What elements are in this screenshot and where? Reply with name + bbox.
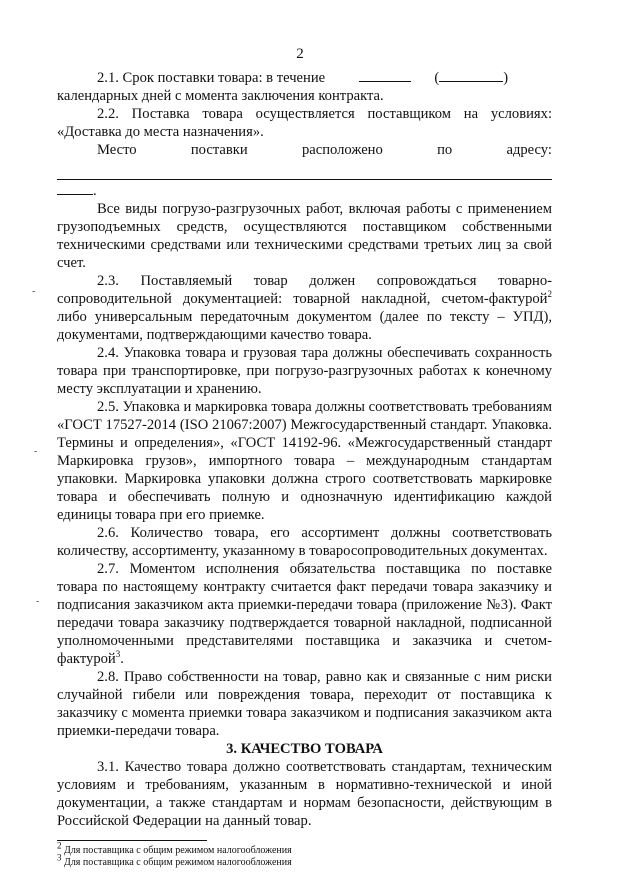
clause-2-3-text-b: либо универсальным передаточным документом (далее по тексту – УПД), документами, подтверждающими качество товара.	[57, 309, 552, 343]
paren-open: (	[434, 70, 440, 86]
place-word-5: адресу:	[506, 142, 552, 158]
clause-2-8: 2.8. Право собственности на товар, равно как и связанные с ним риски случайной гибели или повреждения товара, переходит от поставщика к заказчику с момента приемки товара заказчиком и подписания заказчиком акта приемки-передачи товара.	[57, 669, 552, 739]
footnote-2-number: 2	[57, 840, 62, 851]
clause-2-5: 2.5. Упаковка и маркировка товара должны соответствовать требованиям «ГОСТ 17527-2014 (ISO 21067:2007) Межгосударственный стандарт. Упаковка. Термины и определения», «ГОСТ 14192-96. «Межгосударственный стандарт Маркировка грузов», импортного товара – международным стандартам упаковки. Маркировка упаковки должна строго соответствовать маркировке товара и обеспечивать полную и однозначную идентификацию каждой единицы товара при его приемке.	[57, 399, 552, 523]
address-period: .	[93, 183, 97, 199]
footnote-3-number: 3	[57, 852, 62, 863]
place-word-4: по	[437, 142, 453, 158]
footnote-ref-3: 3	[115, 649, 121, 660]
address-blank-short	[57, 182, 552, 200]
margin-mark: -	[36, 596, 40, 607]
document-body	[57, 69, 552, 830]
margin-mark: -	[32, 286, 36, 297]
clause-3-1: 3.1. Качество товара должно соответствовать стандартам, техническим условиям и требованиям, указанным в нормативно-технической и иной документации, а также стандартам и нормам безопасности, действующим в Российской Федерации на данный товар.	[57, 759, 552, 829]
place-word-3: расположено	[301, 142, 383, 158]
clause-2-7-text-a: 2.7. Моментом исполнения обязательства поставщика по поставке товара по настоящему контракту считается факт передачи товара заказчику и подписания заказчиком акта приемки-передачи товара (приложение №3). Факт передачи товара заказчику подтверждается товарной накладной, подписанной уполномоченными представителями поставщика и заказчика и счетом-фактурой	[57, 561, 552, 667]
days-number-blank	[359, 69, 411, 82]
footnote-3-text: Для поставщика с общим режимом налогообложения	[61, 857, 292, 868]
clause-2-3	[57, 272, 552, 344]
clause-2-4: 2.4. Упаковка товара и грузовая тара должны обеспечивать сохранность товара при транспортировке, при погрузо-разгрузочных работах к конечному месту эксплуатации и хранению.	[57, 345, 552, 397]
address-blank-line	[57, 163, 552, 180]
footnote-2-text: Для поставщика с общим режимом налогообложения	[61, 845, 292, 856]
loading-works-paragraph: Все виды погрузо-разгрузочных работ, включая работы с применением грузоподъемных средств, осуществляются поставщиком собственными техническими средствами или техническими средствами третьих лиц за свой счет.	[57, 201, 552, 271]
clause-2-7	[57, 560, 552, 668]
margin-mark: -	[34, 446, 38, 457]
page-number: 2	[296, 46, 304, 62]
footnote-3	[57, 852, 292, 868]
clause-2-1	[57, 69, 552, 105]
footnote-ref-2: 2	[547, 289, 552, 300]
clause-2-1-text-b: календарных дней с момента заключения контракта.	[57, 88, 384, 104]
clause-2-6: 2.6. Количество товара, его ассортимент должны соответствовать количеству, ассортименту, указанному в товаросопроводительных документах.	[57, 525, 552, 559]
paren-close: )	[503, 70, 509, 86]
clause-2-2: 2.2. Поставка товара осуществляется поставщиком на условиях: «Доставка до места назначения».	[57, 106, 552, 140]
place-word-1: Место	[97, 142, 137, 158]
clause-2-3-text-a: 2.3. Поставляемый товар должен сопровождаться товарно-сопроводительной документацией: товарной накладной, счетом-фактурой	[57, 273, 552, 307]
clause-2-7-text-b: .	[120, 651, 124, 667]
clause-2-1-text-a: 2.1. Срок поставки товара: в течение	[97, 70, 326, 86]
days-words-blank	[439, 69, 503, 82]
section-3-title: 3. КАЧЕСТВО ТОВАРА	[226, 741, 383, 757]
place-word-2: поставки	[190, 142, 248, 158]
delivery-place-row	[57, 141, 552, 159]
footnote-2	[57, 840, 292, 856]
footnote-separator	[57, 840, 207, 841]
